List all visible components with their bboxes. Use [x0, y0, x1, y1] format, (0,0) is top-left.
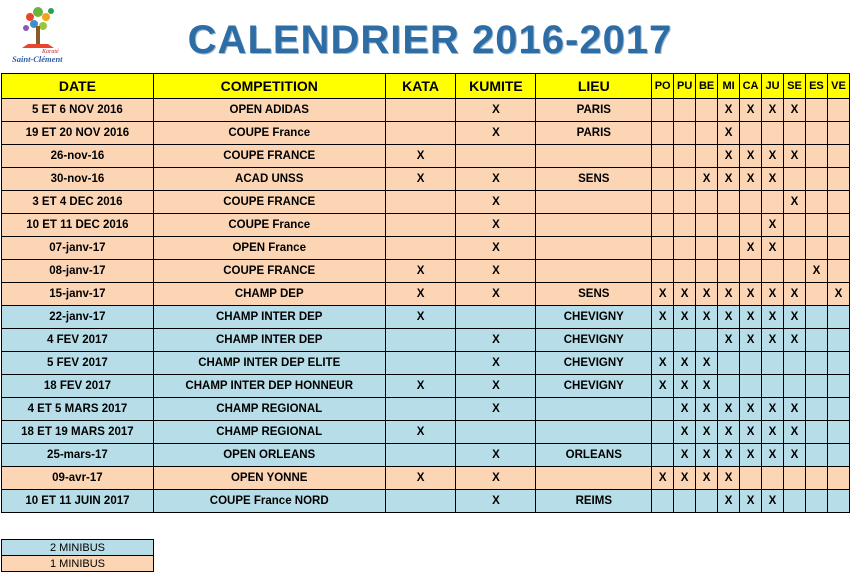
header-mi: MI — [718, 74, 740, 99]
cell-es — [805, 467, 827, 490]
cell-mi: X — [718, 168, 740, 191]
table-row — [2, 145, 850, 168]
cell-competition: OPEN ADIDAS — [153, 99, 385, 122]
cell-mi: X — [718, 145, 740, 168]
cell-pu — [674, 191, 696, 214]
cell-ju — [762, 260, 784, 283]
cell-ca — [740, 122, 762, 145]
cell-kumite: X — [456, 191, 536, 214]
table-row — [2, 260, 850, 283]
cell-pu: X — [674, 375, 696, 398]
cell-ca — [740, 467, 762, 490]
cell-date: 4 FEV 2017 — [2, 329, 154, 352]
cell-be — [696, 260, 718, 283]
cell-se: X — [783, 444, 805, 467]
cell-ju: X — [762, 283, 784, 306]
cell-ju: X — [762, 237, 784, 260]
cell-ca: X — [740, 99, 762, 122]
cell-ca: X — [740, 306, 762, 329]
cell-es — [805, 444, 827, 467]
cell-mi: X — [718, 122, 740, 145]
table-row — [2, 352, 850, 375]
cell-lieu: SENS — [536, 168, 652, 191]
cell-pu: X — [674, 444, 696, 467]
cell-kumite: X — [456, 352, 536, 375]
cell-ve — [827, 145, 849, 168]
cell-pu: X — [674, 306, 696, 329]
cell-lieu: CHEVIGNY — [536, 329, 652, 352]
cell-es — [805, 375, 827, 398]
cell-ca: X — [740, 237, 762, 260]
cell-be: X — [696, 375, 718, 398]
cell-competition: OPEN France — [153, 237, 385, 260]
cell-be — [696, 490, 718, 513]
cell-se: X — [783, 191, 805, 214]
table-row — [2, 421, 850, 444]
cell-competition: COUPE FRANCE — [153, 260, 385, 283]
cell-kumite — [456, 306, 536, 329]
cell-ve — [827, 329, 849, 352]
cell-se: X — [783, 329, 805, 352]
cell-be — [696, 237, 718, 260]
cell-mi: X — [718, 467, 740, 490]
cell-be — [696, 122, 718, 145]
cell-kata — [385, 398, 456, 421]
cell-kumite: X — [456, 467, 536, 490]
legend-two-minibus: 2 MINIBUS — [2, 540, 154, 556]
cell-kumite — [456, 421, 536, 444]
cell-competition: COUPE France NORD — [153, 490, 385, 513]
cell-kata: X — [385, 283, 456, 306]
cell-mi: X — [718, 444, 740, 467]
cell-kata: X — [385, 375, 456, 398]
cell-kumite — [456, 145, 536, 168]
cell-ju: X — [762, 490, 784, 513]
cell-lieu — [536, 214, 652, 237]
page-title: CALENDRIER 2016-2017 — [187, 18, 673, 62]
cell-kumite: X — [456, 283, 536, 306]
cell-ju — [762, 352, 784, 375]
cell-date: 4 ET 5 MARS 2017 — [2, 398, 154, 421]
header-po: PO — [652, 74, 674, 99]
cell-se: X — [783, 421, 805, 444]
cell-lieu: SENS — [536, 283, 652, 306]
cell-pu — [674, 168, 696, 191]
cell-be: X — [696, 352, 718, 375]
table-row — [2, 283, 850, 306]
cell-kata: X — [385, 260, 456, 283]
table-row — [2, 237, 850, 260]
cell-kata: X — [385, 145, 456, 168]
cell-competition: COUPE FRANCE — [153, 191, 385, 214]
cell-be — [696, 329, 718, 352]
cell-competition: CHAMP REGIONAL — [153, 421, 385, 444]
cell-be: X — [696, 467, 718, 490]
cell-kumite: X — [456, 490, 536, 513]
cell-po: X — [652, 375, 674, 398]
cell-po: X — [652, 467, 674, 490]
cell-date: 15-janv-17 — [2, 283, 154, 306]
cell-kata — [385, 329, 456, 352]
cell-es — [805, 352, 827, 375]
cell-date: 18 FEV 2017 — [2, 375, 154, 398]
cell-se — [783, 237, 805, 260]
cell-se: X — [783, 99, 805, 122]
legend-table — [1, 539, 154, 572]
cell-ca: X — [740, 145, 762, 168]
cell-competition: CHAMP DEP — [153, 283, 385, 306]
cell-date: 30-nov-16 — [2, 168, 154, 191]
cell-ve — [827, 444, 849, 467]
cell-ca: X — [740, 444, 762, 467]
table-row — [2, 375, 850, 398]
cell-se — [783, 490, 805, 513]
cell-es — [805, 122, 827, 145]
cell-ju: X — [762, 145, 784, 168]
cell-lieu — [536, 421, 652, 444]
cell-ca: X — [740, 283, 762, 306]
cell-be: X — [696, 398, 718, 421]
cell-mi — [718, 375, 740, 398]
cell-es — [805, 99, 827, 122]
cell-mi: X — [718, 421, 740, 444]
cell-competition: COUPE France — [153, 214, 385, 237]
cell-po: X — [652, 283, 674, 306]
cell-be — [696, 145, 718, 168]
table-row — [2, 191, 850, 214]
cell-ju: X — [762, 421, 784, 444]
cell-ve — [827, 398, 849, 421]
cell-ca — [740, 191, 762, 214]
cell-ve — [827, 168, 849, 191]
header-competition: COMPETITION — [153, 74, 385, 99]
cell-date: 09-avr-17 — [2, 467, 154, 490]
cell-ca — [740, 260, 762, 283]
cell-lieu: ORLEANS — [536, 444, 652, 467]
cell-pu — [674, 122, 696, 145]
cell-po — [652, 99, 674, 122]
cell-date: 08-janv-17 — [2, 260, 154, 283]
cell-es — [805, 306, 827, 329]
cell-es — [805, 421, 827, 444]
cell-pu: X — [674, 283, 696, 306]
cell-ve — [827, 99, 849, 122]
cell-es — [805, 329, 827, 352]
cell-lieu — [536, 467, 652, 490]
table-row — [2, 99, 850, 122]
cell-kumite: X — [456, 168, 536, 191]
cell-kumite: X — [456, 398, 536, 421]
cell-kata — [385, 122, 456, 145]
cell-mi: X — [718, 99, 740, 122]
cell-es — [805, 145, 827, 168]
cell-lieu — [536, 260, 652, 283]
cell-ve — [827, 467, 849, 490]
table-row — [2, 490, 850, 513]
cell-date: 26-nov-16 — [2, 145, 154, 168]
cell-po — [652, 168, 674, 191]
cell-lieu: CHEVIGNY — [536, 352, 652, 375]
cell-pu — [674, 145, 696, 168]
cell-be: X — [696, 421, 718, 444]
header-date: DATE — [2, 74, 154, 99]
cell-be — [696, 191, 718, 214]
cell-po: X — [652, 306, 674, 329]
cell-es: X — [805, 260, 827, 283]
cell-ca: X — [740, 329, 762, 352]
cell-lieu — [536, 398, 652, 421]
cell-mi: X — [718, 283, 740, 306]
cell-pu — [674, 214, 696, 237]
logo-club-word: Karaté — [42, 49, 59, 55]
cell-ju — [762, 191, 784, 214]
table-row — [2, 306, 850, 329]
cell-po — [652, 237, 674, 260]
cell-ca — [740, 214, 762, 237]
cell-pu — [674, 490, 696, 513]
cell-ve: X — [827, 283, 849, 306]
cell-mi: X — [718, 398, 740, 421]
cell-se — [783, 122, 805, 145]
cell-pu — [674, 99, 696, 122]
cell-mi — [718, 260, 740, 283]
header-lieu: LIEU — [536, 74, 652, 99]
cell-date: 3 ET 4 DEC 2016 — [2, 191, 154, 214]
cell-ve — [827, 352, 849, 375]
cell-kumite: X — [456, 444, 536, 467]
cell-se — [783, 467, 805, 490]
cell-date: 10 ET 11 JUIN 2017 — [2, 490, 154, 513]
cell-date: 22-janv-17 — [2, 306, 154, 329]
cell-be: X — [696, 444, 718, 467]
cell-ju: X — [762, 306, 784, 329]
cell-po — [652, 191, 674, 214]
cell-ca: X — [740, 421, 762, 444]
cell-es — [805, 168, 827, 191]
cell-ju: X — [762, 168, 784, 191]
cell-ca: X — [740, 490, 762, 513]
cell-ju — [762, 122, 784, 145]
logo-club-name: Saint-Clément — [12, 54, 63, 64]
cell-se — [783, 168, 805, 191]
cell-kata: X — [385, 421, 456, 444]
cell-ve — [827, 122, 849, 145]
cell-ju: X — [762, 99, 784, 122]
cell-pu — [674, 237, 696, 260]
cell-mi: X — [718, 490, 740, 513]
cell-competition: OPEN YONNE — [153, 467, 385, 490]
cell-ca — [740, 352, 762, 375]
cell-kata — [385, 214, 456, 237]
cell-date: 25-mars-17 — [2, 444, 154, 467]
cell-ca — [740, 375, 762, 398]
cell-kumite: X — [456, 214, 536, 237]
cell-date: 19 ET 20 NOV 2016 — [2, 122, 154, 145]
cell-mi: X — [718, 306, 740, 329]
header-be: BE — [696, 74, 718, 99]
cell-se: X — [783, 145, 805, 168]
cell-es — [805, 398, 827, 421]
cell-kata — [385, 490, 456, 513]
table-row — [2, 214, 850, 237]
legend-one-minibus: 1 MINIBUS — [2, 556, 154, 572]
cell-mi — [718, 352, 740, 375]
cell-kumite: X — [456, 237, 536, 260]
cell-ve — [827, 375, 849, 398]
cell-be: X — [696, 283, 718, 306]
cell-ju: X — [762, 444, 784, 467]
header-row — [2, 74, 850, 99]
cell-competition: CHAMP REGIONAL — [153, 398, 385, 421]
cell-kata — [385, 191, 456, 214]
cell-competition: COUPE France — [153, 122, 385, 145]
cell-po — [652, 398, 674, 421]
cell-se: X — [783, 398, 805, 421]
table-row — [2, 398, 850, 421]
cell-lieu — [536, 191, 652, 214]
cell-ve — [827, 237, 849, 260]
cell-es — [805, 283, 827, 306]
cell-ve — [827, 490, 849, 513]
table-row — [2, 467, 850, 490]
cell-po — [652, 214, 674, 237]
cell-mi — [718, 191, 740, 214]
cell-ju — [762, 467, 784, 490]
header-ju: JU — [762, 74, 784, 99]
cell-be — [696, 99, 718, 122]
header-es: ES — [805, 74, 827, 99]
cell-es — [805, 237, 827, 260]
cell-be: X — [696, 306, 718, 329]
cell-po — [652, 329, 674, 352]
cell-kumite: X — [456, 260, 536, 283]
cell-po — [652, 421, 674, 444]
club-logo — [8, 2, 70, 68]
calendar-table — [1, 73, 850, 513]
cell-date: 07-janv-17 — [2, 237, 154, 260]
cell-lieu: PARIS — [536, 99, 652, 122]
cell-competition: OPEN ORLEANS — [153, 444, 385, 467]
cell-ve — [827, 191, 849, 214]
cell-es — [805, 490, 827, 513]
cell-lieu: CHEVIGNY — [536, 306, 652, 329]
cell-date: 10 ET 11 DEC 2016 — [2, 214, 154, 237]
header-pu: PU — [674, 74, 696, 99]
cell-kumite: X — [456, 329, 536, 352]
cell-es — [805, 191, 827, 214]
cell-competition: CHAMP INTER DEP ELITE — [153, 352, 385, 375]
cell-kumite: X — [456, 375, 536, 398]
header-kata: KATA — [385, 74, 456, 99]
cell-po — [652, 260, 674, 283]
cell-se: X — [783, 306, 805, 329]
cell-date: 5 ET 6 NOV 2016 — [2, 99, 154, 122]
table-row — [2, 122, 850, 145]
cell-ve — [827, 214, 849, 237]
cell-po — [652, 444, 674, 467]
cell-kumite: X — [456, 122, 536, 145]
cell-po — [652, 122, 674, 145]
cell-po: X — [652, 352, 674, 375]
cell-kata — [385, 444, 456, 467]
calendar-body — [2, 99, 850, 513]
cell-competition: CHAMP INTER DEP — [153, 306, 385, 329]
cell-kata: X — [385, 467, 456, 490]
cell-ju: X — [762, 398, 784, 421]
header-se: SE — [783, 74, 805, 99]
cell-es — [805, 214, 827, 237]
cell-pu: X — [674, 398, 696, 421]
cell-be: X — [696, 168, 718, 191]
cell-date: 5 FEV 2017 — [2, 352, 154, 375]
cell-po — [652, 490, 674, 513]
cell-lieu: CHEVIGNY — [536, 375, 652, 398]
cell-pu: X — [674, 467, 696, 490]
header-kumite: KUMITE — [456, 74, 536, 99]
cell-se: X — [783, 283, 805, 306]
cell-kata: X — [385, 306, 456, 329]
cell-pu: X — [674, 421, 696, 444]
table-row — [2, 329, 850, 352]
cell-pu — [674, 260, 696, 283]
cell-kata — [385, 352, 456, 375]
cell-ju: X — [762, 329, 784, 352]
header-ve: VE — [827, 74, 849, 99]
table-row — [2, 168, 850, 191]
cell-be — [696, 214, 718, 237]
cell-lieu: REIMS — [536, 490, 652, 513]
cell-ju: X — [762, 214, 784, 237]
cell-mi — [718, 237, 740, 260]
cell-ve — [827, 421, 849, 444]
cell-ca: X — [740, 398, 762, 421]
cell-mi: X — [718, 329, 740, 352]
table-row — [2, 444, 850, 467]
cell-ve — [827, 306, 849, 329]
cell-kumite: X — [456, 99, 536, 122]
cell-po — [652, 145, 674, 168]
cell-competition: CHAMP INTER DEP HONNEUR — [153, 375, 385, 398]
cell-mi — [718, 214, 740, 237]
cell-kata — [385, 237, 456, 260]
cell-kata: X — [385, 168, 456, 191]
cell-competition: COUPE FRANCE — [153, 145, 385, 168]
cell-date: 18 ET 19 MARS 2017 — [2, 421, 154, 444]
cell-competition: ACAD UNSS — [153, 168, 385, 191]
cell-se — [783, 375, 805, 398]
cell-se — [783, 352, 805, 375]
cell-se — [783, 214, 805, 237]
cell-se — [783, 260, 805, 283]
cell-pu — [674, 329, 696, 352]
cell-lieu — [536, 145, 652, 168]
cell-kata — [385, 99, 456, 122]
cell-competition: CHAMP INTER DEP — [153, 329, 385, 352]
cell-ju — [762, 375, 784, 398]
cell-pu: X — [674, 352, 696, 375]
cell-ve — [827, 260, 849, 283]
cell-lieu — [536, 237, 652, 260]
cell-ca: X — [740, 168, 762, 191]
cell-lieu: PARIS — [536, 122, 652, 145]
header-ca: CA — [740, 74, 762, 99]
